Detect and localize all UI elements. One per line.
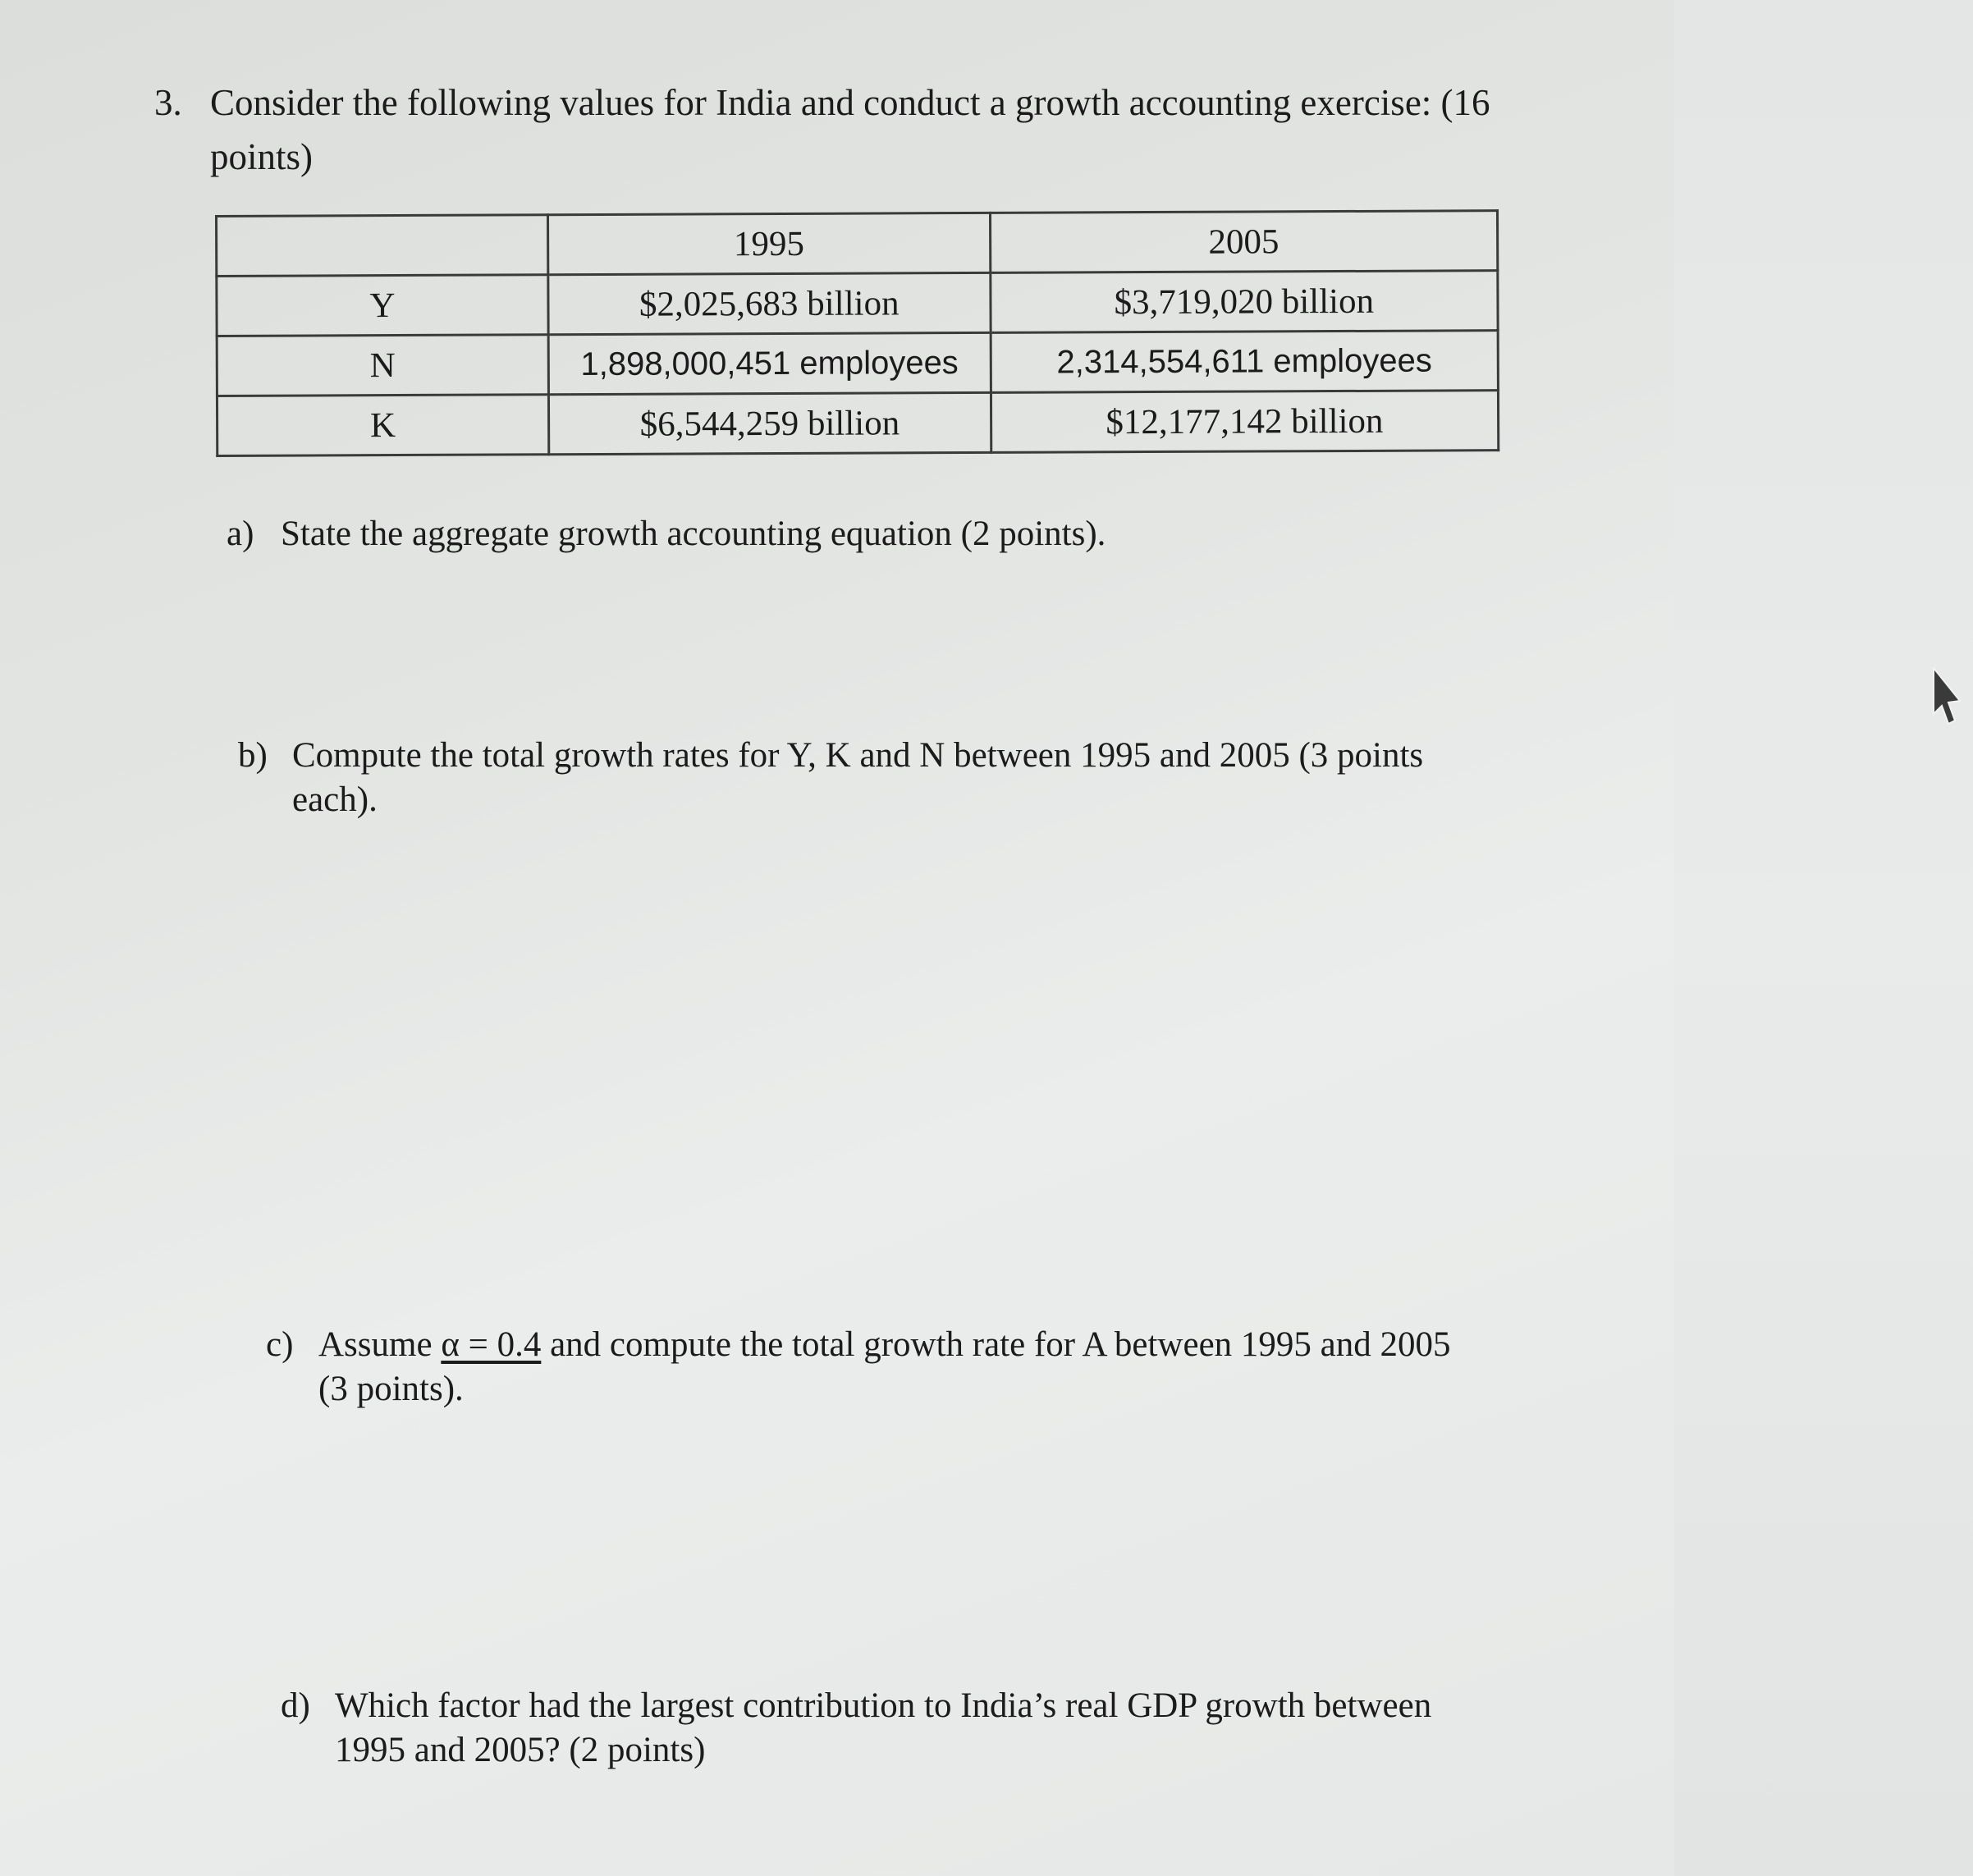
table-header-cell: 2005 bbox=[990, 211, 1498, 273]
alpha-value: α = 0.4 bbox=[441, 1325, 542, 1364]
question-number: 3. bbox=[154, 82, 182, 123]
mouse-pointer-icon bbox=[1930, 666, 1963, 725]
row-label-n: N bbox=[217, 335, 548, 396]
k-1995-cell: $6,544,259 billion bbox=[548, 392, 991, 454]
table-row bbox=[217, 271, 1498, 336]
part-a bbox=[227, 512, 1458, 561]
part-d bbox=[281, 1684, 1495, 1782]
question-text: Consider the following values for India and conduct a growth accounting exercise: (16 points) bbox=[210, 82, 1490, 177]
part-b-text: Compute the total growth rates for Y, K and N between 1995 and 2005 (3 points each). bbox=[292, 736, 1424, 819]
screen-margin bbox=[1674, 0, 1973, 1876]
n-2005-cell: 2,314,554,611 employees bbox=[991, 331, 1499, 393]
part-d-text: Which factor had the largest contribution to India’s real GDP growth between 1995 and 2005? (2 points) bbox=[335, 1686, 1432, 1769]
table-header-cell: 1995 bbox=[547, 213, 990, 274]
part-c-text bbox=[318, 1323, 1467, 1412]
y-1995-cell: $2,025,683 billion bbox=[548, 272, 991, 334]
n-1995-cell: 1,898,000,451 employees bbox=[548, 332, 991, 394]
table-header-cell bbox=[217, 215, 548, 277]
table-row bbox=[217, 331, 1498, 396]
part-c-post: and compute the total growth rate for A between 1995 and 2005 (3 points). bbox=[318, 1325, 1451, 1408]
y-2005-cell: $3,719,020 billion bbox=[991, 271, 1499, 333]
part-d-label: d) bbox=[281, 1686, 310, 1725]
part-c-pre: Assume bbox=[318, 1325, 433, 1364]
k-2005-cell: $12,177,142 billion bbox=[991, 391, 1499, 453]
part-c-label: c) bbox=[266, 1325, 294, 1364]
part-a-text: State the aggregate growth accounting equation (2 points). bbox=[281, 515, 1106, 553]
part-c bbox=[266, 1323, 1481, 1421]
row-label-y: Y bbox=[217, 275, 548, 336]
row-label-k: K bbox=[217, 395, 548, 456]
part-b-label: b) bbox=[238, 736, 268, 775]
india-data-table bbox=[215, 209, 1499, 457]
table-row bbox=[217, 391, 1498, 456]
part-b bbox=[238, 734, 1453, 832]
table-header-row bbox=[217, 211, 1498, 277]
part-a-label: a) bbox=[227, 515, 254, 553]
